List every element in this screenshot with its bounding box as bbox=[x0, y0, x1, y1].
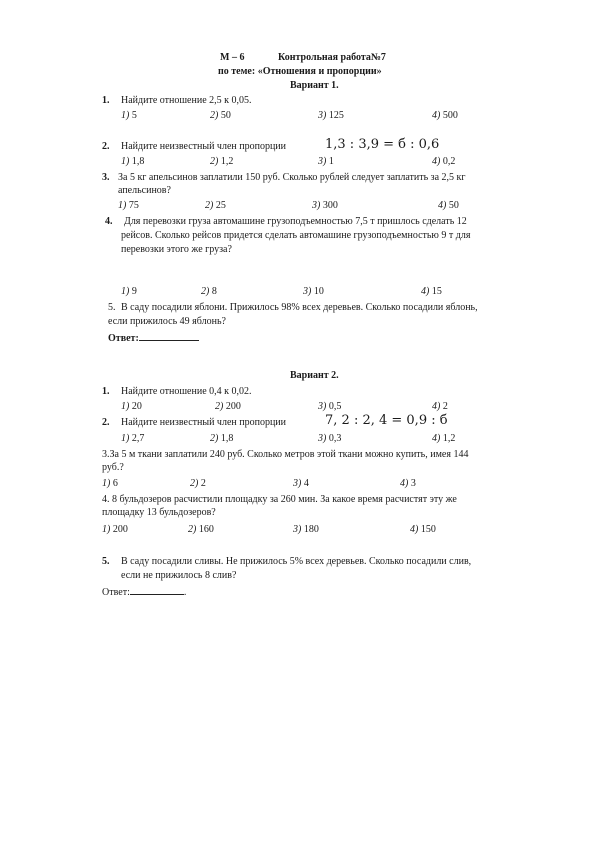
v1-answer-blank bbox=[139, 331, 199, 341]
v2-q3-option4: 4) 3 bbox=[400, 478, 416, 489]
v1-q4-line3: перевозки этого же груза? bbox=[121, 244, 232, 255]
v2-q1-option4: 4) 2 bbox=[432, 401, 448, 412]
v2-q4-line1: 4. 8 бульдозеров расчистили площадку за 260 мин. За какое время расчистят эту же bbox=[102, 494, 457, 505]
v2-q4-option2: 2) 160 bbox=[188, 524, 214, 535]
v1-q4-option4: 4) 15 bbox=[421, 286, 442, 297]
v1-q1-text: Найдите отношение 2,5 к 0,05. bbox=[121, 95, 252, 106]
v1-q5-line1: В саду посадили яблони. Прижилось 98% всех деревьев. Сколько посадили яблонь, bbox=[121, 302, 478, 313]
v1-q3-option4: 4) 50 bbox=[438, 200, 459, 211]
v2-q1-number: 1. bbox=[102, 386, 110, 397]
v1-q5-line2: если прижилось 49 яблонь? bbox=[108, 316, 226, 327]
v1-q4-number: 4. bbox=[105, 216, 113, 227]
v2-q2-number: 2. bbox=[102, 417, 110, 428]
v1-q2-proportion: 1,3 : 3,9 = б : 0,6 bbox=[325, 137, 440, 152]
v2-q5-line2: если не прижилось 8 слив? bbox=[121, 570, 237, 581]
v1-q1-option3: 3) 125 bbox=[318, 110, 344, 121]
v1-q1-number: 1. bbox=[102, 95, 110, 106]
v1-q3-option3: 3) 300 bbox=[312, 200, 338, 211]
v2-q4-option4: 4) 150 bbox=[410, 524, 436, 535]
v1-q3-number: 3. bbox=[102, 172, 110, 183]
v1-q2-number: 2. bbox=[102, 141, 110, 152]
v1-q3-option2: 2) 25 bbox=[205, 200, 226, 211]
v2-q5-number: 5. bbox=[102, 556, 110, 567]
v2-q1-option2: 2) 200 bbox=[215, 401, 241, 412]
v1-q4-option3: 3) 10 bbox=[303, 286, 324, 297]
v2-answer-label: Ответ: . bbox=[102, 587, 187, 598]
v2-q1-option1: 1) 20 bbox=[121, 401, 142, 412]
v2-q5-line1: В саду посадили сливы. Не прижилось 5% всех деревьев. Сколько посадили слив, bbox=[121, 556, 472, 567]
header-title: Контрольная работа№7 bbox=[278, 52, 386, 63]
v1-q3-line1: За 5 кг апельсинов заплатили 150 руб. Сколько рублей следует заплатить за 2,5 кг bbox=[118, 172, 466, 183]
v2-q2-option1: 1) 2,7 bbox=[121, 433, 145, 444]
v2-q2-proportion: 7, 2 : 2, 4 = 0,9 : б bbox=[325, 413, 448, 428]
v1-q5-number: 5. bbox=[108, 302, 116, 313]
v2-answer-blank bbox=[130, 585, 184, 595]
v2-q2-option3: 3) 0,3 bbox=[318, 433, 342, 444]
v2-q4-line2: площадку 13 бульдозеров? bbox=[102, 507, 216, 518]
v2-q3-line2: руб.? bbox=[102, 462, 124, 473]
v2-q3-line1: 3.За 5 м ткани заплатили 240 руб. Сколько метров этой ткани можно купить, имея 144 bbox=[102, 449, 469, 460]
variant2-title: Вариант 2. bbox=[290, 370, 339, 381]
v1-answer-label: Ответ: bbox=[108, 331, 199, 345]
v1-q2-option2: 2) 1,2 bbox=[210, 156, 234, 167]
v2-q2-text: Найдите неизвестный член пропорции bbox=[121, 417, 286, 428]
header-topic: по теме: «Отношения и пропорции» bbox=[218, 66, 382, 77]
header-subject: М – 6 bbox=[220, 52, 245, 63]
v1-q1-option2: 2) 50 bbox=[210, 110, 231, 121]
v2-q4-option1: 1) 200 bbox=[102, 524, 128, 535]
v2-q2-option2: 2) 1,8 bbox=[210, 433, 234, 444]
v2-q2-option4: 4) 1,2 bbox=[432, 433, 456, 444]
v1-q3-option1: 1) 75 bbox=[118, 200, 139, 211]
v2-q3-option1: 1) 6 bbox=[102, 478, 118, 489]
v1-q1-option4: 4) 500 bbox=[432, 110, 458, 121]
v1-q2-text: Найдите неизвестный член пропорции bbox=[121, 141, 286, 152]
v1-q4-line2: рейсов. Сколько рейсов придется сделать автомашине грузоподъемностью 9 т для bbox=[121, 230, 471, 241]
v2-q1-text: Найдите отношение 0,4 к 0,02. bbox=[121, 386, 252, 397]
v1-q2-option4: 4) 0,2 bbox=[432, 156, 456, 167]
v1-q2-option1: 1) 1,8 bbox=[121, 156, 145, 167]
v2-q3-option3: 3) 4 bbox=[293, 478, 309, 489]
v2-q3-option2: 2) 2 bbox=[190, 478, 206, 489]
v2-q1-option3: 3) 0,5 bbox=[318, 401, 342, 412]
v1-q4-line1: Для перевозки груза автомашине грузоподъемностью 7,5 т пришлось сделать 12 bbox=[124, 216, 467, 227]
v1-q4-option2: 2) 8 bbox=[201, 286, 217, 297]
variant1-title: Вариант 1. bbox=[290, 80, 339, 91]
v1-q4-option1: 1) 9 bbox=[121, 286, 137, 297]
v1-q2-option3: 3) 1 bbox=[318, 156, 334, 167]
v2-q4-option3: 3) 180 bbox=[293, 524, 319, 535]
v1-q1-option1: 1) 5 bbox=[121, 110, 137, 121]
v1-q3-line2: апельсинов? bbox=[118, 185, 171, 196]
